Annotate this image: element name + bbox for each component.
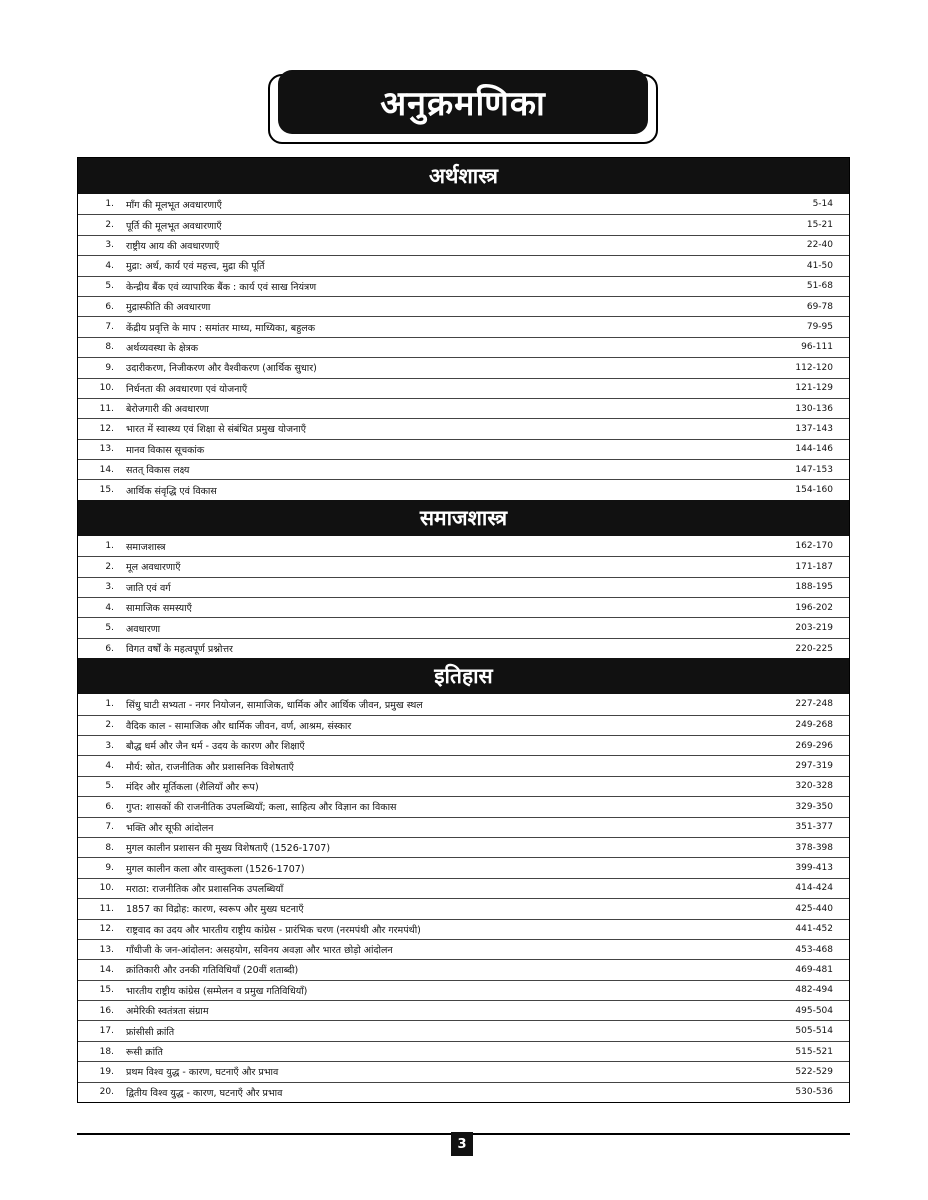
page-range: 144-146 (795, 444, 833, 455)
chapter-number: 2. (105, 561, 114, 572)
chapter-number: 11. (99, 903, 114, 914)
chapter-title: जाति एवं वर्ग (126, 582, 171, 594)
title-banner (278, 70, 648, 134)
page-range: 482-494 (795, 985, 833, 996)
chapter-title: क्रांतिकारी और उनकी गतिविधियाँ (20वीं शताब्दी) (126, 965, 299, 977)
page-range: 130-136 (795, 403, 833, 414)
toc-row (78, 556, 849, 576)
page-range: 414-424 (795, 883, 833, 894)
page-range: 121-129 (795, 383, 833, 394)
section-heading: अर्थशास्त्र (78, 158, 849, 194)
page-range: 96-111 (801, 342, 833, 353)
chapter-title: उदारीकरण, निजीकरण और वैश्वीकरण (आर्थिक सुधार) (126, 363, 317, 375)
chapter-number: 20. (99, 1087, 114, 1098)
chapter-number: 8. (105, 342, 114, 353)
toc-row (78, 878, 849, 898)
chapter-title: 1857 का विद्रोह: कारण, स्वरूप और मुख्य घटनाएँ (126, 904, 304, 916)
page-range: 171-187 (795, 561, 833, 572)
chapter-number: 11. (99, 403, 114, 414)
chapter-number: 8. (105, 842, 114, 853)
chapter-title: मुगल कालीन कला और वास्तुकला (1526-1707) (126, 863, 305, 875)
chapter-number: 12. (99, 423, 114, 434)
chapter-number: 13. (99, 944, 114, 955)
chapter-title: सतत् विकास लक्ष्य (126, 465, 190, 477)
chapter-number: 5. (105, 281, 114, 292)
toc-row (78, 479, 849, 499)
chapter-number: 14. (99, 964, 114, 975)
toc-row (78, 1000, 849, 1020)
toc-row (78, 577, 849, 597)
page-range: 378-398 (795, 842, 833, 853)
section-heading: इतिहास (78, 658, 849, 694)
chapter-title: मौर्य: स्रोत, राजनीतिक और प्रशासनिक विशेषताएँ (126, 761, 294, 773)
chapter-number: 2. (105, 220, 114, 231)
page-range: 15-21 (806, 220, 833, 231)
chapter-title: गाँधीजी के जन-आंदोलन: असहयोग, सविनय अवज्ञा और भारत छोड़ो आंदोलन (126, 945, 393, 957)
table-of-contents (77, 157, 850, 1103)
toc-row (78, 235, 849, 255)
chapter-title: मुगल कालीन प्रशासन की मुख्य विशेषताएँ (1526-1707) (126, 843, 331, 855)
chapter-number: 3. (105, 740, 114, 751)
toc-row (78, 316, 849, 336)
chapter-number: 7. (105, 822, 114, 833)
chapter-title: सिंधु घाटी सभ्यता - नगर नियोजन, सामाजिक, धार्मिक और आर्थिक जीवन, प्रमुख स्थल (126, 699, 423, 711)
chapter-number: 10. (99, 383, 114, 394)
page-range: 351-377 (795, 822, 833, 833)
chapter-title: भारत में स्वास्थ्य एवं शिक्षा से संबंधित प्रमुख योजनाएँ (126, 424, 306, 436)
chapter-number: 1. (105, 699, 114, 710)
chapter-number: 10. (99, 883, 114, 894)
toc-row (78, 939, 849, 959)
page-range: 154-160 (795, 485, 833, 496)
chapter-title: समाजशास्त्र (126, 541, 166, 553)
chapter-number: 4. (105, 260, 114, 271)
chapter-number: 7. (105, 322, 114, 333)
page-range: 329-350 (795, 801, 833, 812)
chapter-number: 9. (105, 863, 114, 874)
page-range: 227-248 (795, 699, 833, 710)
toc-row (78, 959, 849, 979)
page-range: 515-521 (795, 1046, 833, 1057)
page-range: 220-225 (795, 643, 833, 654)
toc-row (78, 459, 849, 479)
chapter-number: 14. (99, 464, 114, 475)
chapter-title: आर्थिक संवृद्धि एवं विकास (126, 485, 217, 497)
chapter-title: मराठा: राजनीतिक और प्रशासनिक उपलब्धियाँ (126, 883, 284, 895)
chapter-number: 3. (105, 240, 114, 251)
chapter-number: 1. (105, 199, 114, 210)
chapter-title: बौद्ध धर्म और जैन धर्म - उदय के कारण और शिक्षाएँ (126, 741, 305, 753)
chapter-number: 4. (105, 602, 114, 613)
page-title: अनुक्रमणिका (380, 84, 546, 124)
toc-row (78, 255, 849, 275)
toc-row (78, 1020, 849, 1040)
chapter-number: 6. (105, 301, 114, 312)
chapter-number: 16. (99, 1005, 114, 1016)
chapter-title: मुद्रा: अर्थ, कार्य एवं महत्त्व, मुद्रा की पूर्ति (126, 261, 265, 273)
page-range: 162-170 (795, 541, 833, 552)
toc-row (78, 398, 849, 418)
chapter-number: 17. (99, 1026, 114, 1037)
chapter-number: 2. (105, 720, 114, 731)
toc-row (78, 617, 849, 637)
chapter-title: मंदिर और मूर्तिकला (शैलियाँ और रूप) (126, 781, 259, 793)
toc-row (78, 418, 849, 438)
toc-row (78, 337, 849, 357)
toc-row (78, 755, 849, 775)
toc-row (78, 1041, 849, 1061)
page-range: 147-153 (795, 464, 833, 475)
chapter-title: फ्रांसीसी क्रांति (126, 1026, 175, 1038)
toc-row (78, 1061, 849, 1081)
chapter-title: प्रथम विश्व युद्ध - कारण, घटनाएँ और प्रभाव (126, 1067, 279, 1079)
toc-row (78, 214, 849, 234)
toc-row (78, 898, 849, 918)
page-range: 79-95 (806, 322, 833, 333)
chapter-title: अमेरिकी स्वतंत्रता संग्राम (126, 1006, 209, 1018)
chapter-title: निर्धनता की अवधारणा एवं योजनाएँ (126, 383, 248, 395)
page-range: 41-50 (806, 260, 833, 271)
chapter-number: 15. (99, 985, 114, 996)
toc-row (78, 715, 849, 735)
toc-row (78, 837, 849, 857)
toc-row (78, 694, 849, 714)
page-range: 441-452 (795, 924, 833, 935)
chapter-title: मानव विकास सूचकांक (126, 444, 205, 456)
chapter-number: 12. (99, 924, 114, 935)
chapter-number: 5. (105, 781, 114, 792)
toc-row (78, 1082, 849, 1102)
page-range: 269-296 (795, 740, 833, 751)
toc-row (78, 296, 849, 316)
page-range: 425-440 (795, 903, 833, 914)
chapter-title: सामाजिक समस्याएँ (126, 603, 192, 615)
chapter-number: 6. (105, 643, 114, 654)
chapter-number: 5. (105, 623, 114, 634)
toc-row (78, 536, 849, 556)
chapter-title: वैदिक काल - सामाजिक और धार्मिक जीवन, वर्ण, आश्रम, संस्कार (126, 720, 352, 732)
toc-row (78, 796, 849, 816)
chapter-title: अवधारणा (126, 623, 161, 635)
chapter-title: रूसी क्रांति (126, 1047, 163, 1059)
chapter-number: 1. (105, 541, 114, 552)
page-range: 203-219 (795, 623, 833, 634)
page-range: 51-68 (806, 281, 833, 292)
chapter-title: बेरोजगारी की अवधारणा (126, 404, 209, 416)
chapter-number: 13. (99, 444, 114, 455)
page-range: 505-514 (795, 1026, 833, 1037)
page-range: 469-481 (795, 964, 833, 975)
page-range: 112-120 (795, 362, 833, 373)
chapter-title: भारतीय राष्ट्रीय कांग्रेस (सम्मेलन व प्रमुख गतिविधियाँ) (126, 985, 308, 997)
toc-row (78, 735, 849, 755)
section-heading: समाजशास्त्र (78, 500, 849, 536)
toc-row (78, 817, 849, 837)
chapter-number: 6. (105, 801, 114, 812)
page-range: 522-529 (795, 1066, 833, 1077)
chapter-title: मूल अवधारणाएँ (126, 562, 181, 574)
chapter-title: केंद्रीय प्रवृत्ति के माप : समांतर माध्य, माध्यिका, बहुलक (126, 322, 315, 334)
page-range: 249-268 (795, 720, 833, 731)
chapter-title: अर्थव्यवस्था के क्षेत्रक (126, 342, 199, 354)
toc-row (78, 194, 849, 214)
toc-row (78, 919, 849, 939)
page-range: 196-202 (795, 602, 833, 613)
page-number: 3 (451, 1132, 473, 1156)
chapter-number: 18. (99, 1046, 114, 1057)
toc-row (78, 857, 849, 877)
page-range: 5-14 (812, 199, 833, 210)
toc-row (78, 357, 849, 377)
chapter-number: 4. (105, 761, 114, 772)
chapter-title: पूर्ति की मूलभूत अवधारणाएँ (126, 220, 222, 232)
page-range: 399-413 (795, 863, 833, 874)
chapter-number: 3. (105, 582, 114, 593)
chapter-title: द्वितीय विश्व युद्ध - कारण, घटनाएँ और प्रभाव (126, 1087, 283, 1099)
page-range: 530-536 (795, 1087, 833, 1098)
chapter-title: विगत वर्षों के महत्वपूर्ण प्रश्नोत्तर (126, 644, 233, 655)
page-range: 453-468 (795, 944, 833, 955)
toc-row (78, 597, 849, 617)
chapter-number: 9. (105, 362, 114, 373)
toc-row (78, 276, 849, 296)
page-range: 495-504 (795, 1005, 833, 1016)
toc-row (78, 439, 849, 459)
chapter-number: 19. (99, 1066, 114, 1077)
chapter-title: केन्द्रीय बैंक एवं व्यापारिक बैंक : कार्य एवं साख नियंत्रण (126, 281, 317, 293)
chapter-title: मुद्रास्फीति की अवधारणा (126, 302, 211, 314)
chapter-title: माँग की मूलभूत अवधारणाएँ (126, 199, 222, 211)
toc-row (78, 776, 849, 796)
toc-row (78, 378, 849, 398)
chapter-title: भक्ति और सूफी आंदोलन (126, 822, 214, 834)
chapter-title: गुप्त: शासकों की राजनीतिक उपलब्धियाँ; कला, साहित्य और विज्ञान का विकास (126, 802, 397, 814)
page-range: 22-40 (806, 240, 833, 251)
chapter-number: 15. (99, 485, 114, 496)
page-range: 188-195 (795, 582, 833, 593)
page-range: 297-319 (795, 761, 833, 772)
chapter-title: राष्ट्रवाद का उदय और भारतीय राष्ट्रीय कांग्रेस - प्रारंभिक चरण (नरमपंथी और गरमपंथी) (126, 924, 421, 936)
page-range: 69-78 (806, 301, 833, 312)
page-range: 320-328 (795, 781, 833, 792)
toc-row (78, 980, 849, 1000)
toc-row (78, 638, 849, 658)
chapter-title: राष्ट्रीय आय की अवधारणाएँ (126, 240, 220, 252)
page-range: 137-143 (795, 423, 833, 434)
